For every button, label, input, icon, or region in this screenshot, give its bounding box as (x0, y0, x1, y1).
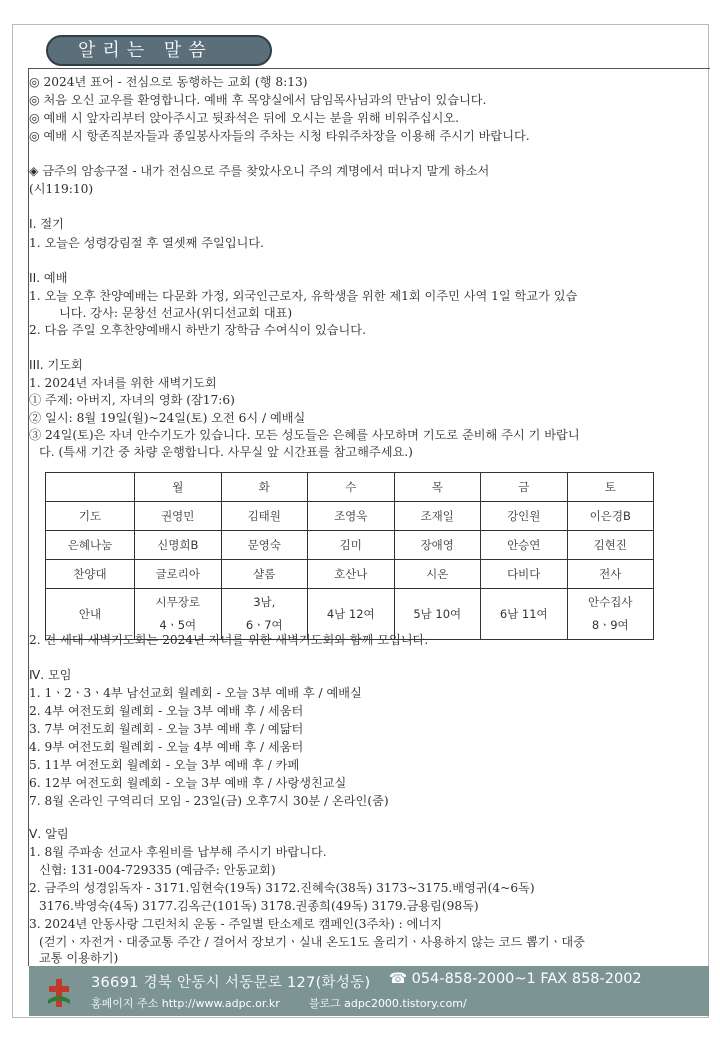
table-corner-cell (46, 473, 135, 502)
footer-bar (29, 966, 709, 1016)
table-header-row (46, 473, 654, 502)
worship-item-2: 2. 다음 주일 오후찬양예배시 하반기 장학금 수여식이 있습니다. (29, 323, 366, 337)
motto-line: ◎ 2024년 표어 - 전심으로 동행하는 교회 (행 8:13) (29, 75, 308, 89)
prayer-date: ② 일시: 8월 19일(월)~24일(토) 오전 6시 / 예배실 (29, 411, 306, 425)
welcome-line: ◎ 처음 오신 교우를 환영합니다. 예배 후 목양실에서 담임목사님과의 만남이 있습니다. (29, 93, 487, 107)
table-cell: 호산나 (308, 560, 395, 589)
cell-line: 시무장로 (155, 595, 200, 609)
table-row (46, 502, 654, 531)
table-cell: 김미 (308, 531, 395, 560)
table-cell: 글로리아 (135, 560, 222, 589)
table-cell: 5남 10여 (394, 589, 481, 640)
prayer-note: ③ 24일(토)은 자녀 안수기도가 있습니다. 모든 성도들은 은혜를 사모하며 기도로 준비해 주시 기 바랍니 (29, 428, 580, 442)
notice-item-3: 3. 2024년 안동사랑 그린처치 운동 - 주일별 탄소제로 캠페인(3주차) : 에너지 (29, 917, 442, 931)
section-title: 알리는 말씀 (46, 35, 272, 66)
section-heading-season: I. 절기 (29, 217, 64, 231)
meeting-item: 7. 8월 온라인 구역리더 모임 - 23일(금) 오후7시 30분 / 온라인(줌) (29, 794, 389, 808)
memory-verse-ref: (시119:10) (29, 182, 94, 196)
homepage-link[interactable]: 홈페이지 주소 http://www.adpc.or.kr (91, 997, 280, 1010)
season-item: 1. 오늘은 성령강림절 후 열셋째 주일입니다. (29, 236, 265, 250)
table-row (46, 560, 654, 589)
prayer-item-2: 2. 전 세대 새벽기도회는 2024년 자녀를 위한 새벽기도회와 함께 모입니다. (29, 633, 429, 647)
meeting-item: 4. 9부 여전도회 월례회 - 오늘 4부 예배 후 / 세움터 (29, 740, 304, 754)
meeting-item: 6. 12부 여전도회 월례회 - 오늘 3부 예배 후 / 사랑생친교실 (29, 776, 347, 790)
section-heading-meetings: Ⅳ. 모임 (29, 668, 72, 682)
notice-item-2: 2. 금주의 성경읽독자 - 3171.임현숙(19독) 3172.진혜숙(38독) 3173~3175.배영귀(4~6독) (29, 881, 535, 895)
cell-line: 3남, (253, 595, 276, 609)
row-label: 기도 (46, 502, 135, 531)
memory-verse-line: ◈ 금주의 암송구절 - 내가 전심으로 주를 찾았사오니 주의 계명에서 떠나지 말게 하소서 (29, 164, 490, 178)
table-cell: 안승연 (481, 531, 568, 560)
meeting-item: 5. 11부 여전도회 월례회 - 오늘 3부 예배 후 / 카페 (29, 758, 300, 772)
section-heading-prayer: III. 기도회 (29, 358, 83, 372)
cell-line: 안수집사 (588, 595, 633, 609)
notice-item-1-account: 신협: 131-004-729335 (예금주: 안동교회) (39, 863, 276, 877)
seating-line: ◎ 예배 시 앞자리부터 앉아주시고 뒷좌석은 뒤에 오시는 분을 위해 비워주십시오. (29, 111, 459, 125)
table-cell: 시온 (394, 560, 481, 589)
prayer-note-cont: 다. (특새 기간 중 차량 운행합니다. 사무실 앞 시간표를 참고해주세요.) (39, 445, 413, 459)
blog-link[interactable]: 블로그 adpc2000.tistory.com/ (308, 997, 467, 1010)
cell-line: 6ㆍ7여 (245, 618, 283, 632)
worship-item-1: 1. 오늘 오후 찬양예배는 다문화 가정, 외국인근로자, 유학생을 위한 제1회 이주민 사역 1일 학교가 있습 (29, 289, 578, 303)
table-cell: 강인원 (481, 502, 568, 531)
day-header: 월 (135, 473, 222, 502)
table-cell: 조재일 (394, 502, 481, 531)
prayer-theme: ① 주제: 아버지, 자녀의 영화 (잠17:6) (29, 393, 235, 407)
table-cell: 문영숙 (221, 531, 308, 560)
table-cell: 6남 11여 (481, 589, 568, 640)
table-cell: 김태원 (221, 502, 308, 531)
meeting-item: 2. 4부 여전도회 월례회 - 오늘 3부 예배 후 / 세움터 (29, 704, 304, 718)
row-label: 찬양대 (46, 560, 135, 589)
day-header: 목 (394, 473, 481, 502)
table-cell: 다비다 (481, 560, 568, 589)
table-cell: 4남 12여 (308, 589, 395, 640)
table-cell: 이은경B (567, 502, 654, 531)
notice-item-2-cont: 3176.박영숙(4독) 3177.김옥근(101독) 3178.권종희(49독) 3179.금용림(98독) (39, 899, 479, 913)
day-header: 토 (567, 473, 654, 502)
table-cell: 장애영 (394, 531, 481, 560)
table-cell: 김현진 (567, 531, 654, 560)
table-row (46, 531, 654, 560)
cell-line: 8ㆍ9여 (591, 618, 629, 632)
table-cell: 권영민 (135, 502, 222, 531)
footer-address: 36691 경북 안동시 서동문로 127(화성동) (91, 975, 371, 991)
cell-line: 4ㆍ5여 (159, 618, 197, 632)
table-cell: 조영욱 (308, 502, 395, 531)
section-heading-notices: Ⅴ. 알림 (29, 827, 69, 841)
table-cell: 전사 (567, 560, 654, 589)
prayer-schedule-table (45, 472, 654, 640)
table-cell: 샬롬 (221, 560, 308, 589)
prayer-item-1: 1. 2024년 자녀를 위한 새벽기도회 (29, 376, 217, 390)
day-header: 금 (481, 473, 568, 502)
notice-item-3-cont: (걷기ㆍ자전거ㆍ대중교통 주간 / 걸어서 장보기ㆍ실내 온도1도 올리기ㆍ사용하지 않는 코드 뽑기ㆍ대중 (39, 935, 585, 949)
church-logo-icon (45, 978, 73, 1008)
table-cell: 신명희B (135, 531, 222, 560)
footer-phone: ☎ 054-858-2000~1 FAX 858-2002 (389, 971, 642, 987)
row-label: 안내 (46, 589, 135, 640)
table-cell (567, 589, 654, 640)
day-header: 화 (221, 473, 308, 502)
section-heading-worship: II. 예배 (29, 271, 68, 285)
footer-web-row (91, 995, 467, 1011)
meeting-item: 3. 7부 여전도회 월례회 - 오늘 3부 예배 후 / 예닮터 (29, 722, 304, 736)
notice-item-1: 1. 8월 주파송 선교사 후원비를 납부해 주시기 바랍니다. (29, 845, 327, 859)
parking-line: ◎ 예배 시 항존직분자들과 종일봉사자들의 주차는 시청 타워주차장을 이용해 주시기 바랍니다. (29, 129, 530, 143)
worship-item-1-cont: 니다. 강사: 문창선 선교사(위디선교회 대표) (59, 306, 293, 320)
notice-item-3-cont2: 교통 이용하기) (39, 951, 119, 965)
day-header: 수 (308, 473, 395, 502)
row-label: 은혜나눔 (46, 531, 135, 560)
meeting-item: 1. 1ㆍ2ㆍ3ㆍ4부 남선교회 월례회 - 오늘 3부 예배 후 / 예배실 (29, 686, 362, 700)
